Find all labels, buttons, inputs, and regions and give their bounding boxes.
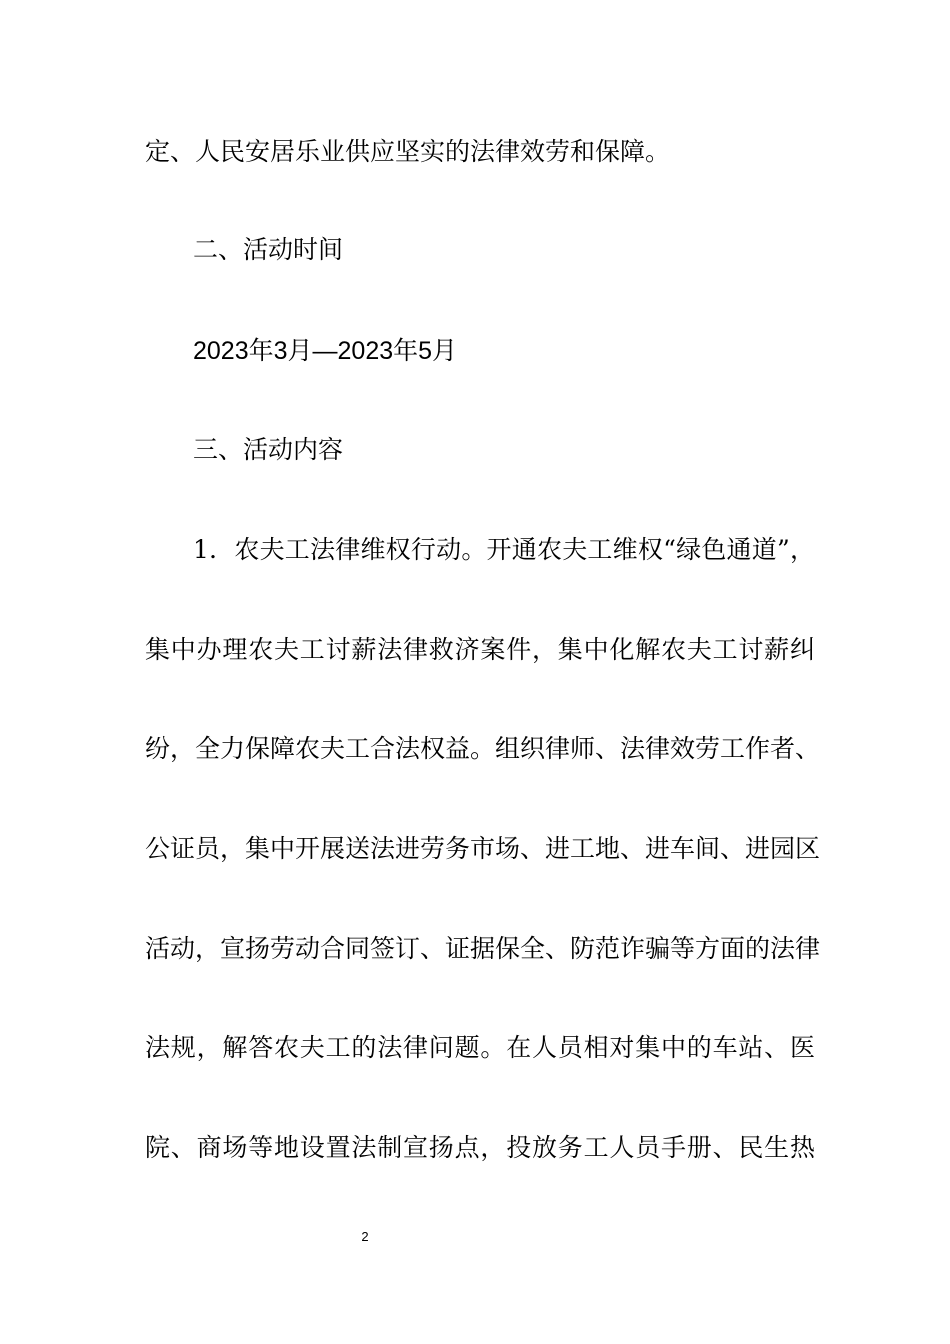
activity-date-range: 2023年3月—2023年5月 [193, 337, 458, 365]
paragraph-line-6: 法规，解答农夫工的法律问题。在人员相对集中的车站、医 [145, 1033, 815, 1062]
paragraph-line-4: 公证员，集中开展送法进劳务市场、进工地、进车间、进园区 [145, 834, 821, 863]
section-heading-activity-time: 二、活动时间 [193, 235, 344, 264]
page-number: 2 [361, 1229, 369, 1244]
paragraph-line-7: 院、商场等地设置法制宣扬点，投放务工人员手册、民生热 [145, 1133, 815, 1162]
paragraph-line-1: 1．农夫工法律维权行动。开通农夫工维权“绿色通道”， [193, 535, 815, 564]
section-heading-activity-content: 三、活动内容 [193, 435, 344, 464]
paragraph-line-2: 集中办理农夫工讨薪法律救济案件，集中化解农夫工讨薪纠 [145, 635, 815, 664]
paragraph-line-3: 纷，全力保障农夫工合法权益。组织律师、法律效劳工作者、 [145, 734, 821, 763]
paragraph-line-continuation: 定、人民安居乐业供应坚实的法律效劳和保障。 [145, 137, 671, 166]
paragraph-line-5: 活动，宣扬劳动合同签订、证据保全、防范诈骗等方面的法律 [145, 934, 821, 963]
